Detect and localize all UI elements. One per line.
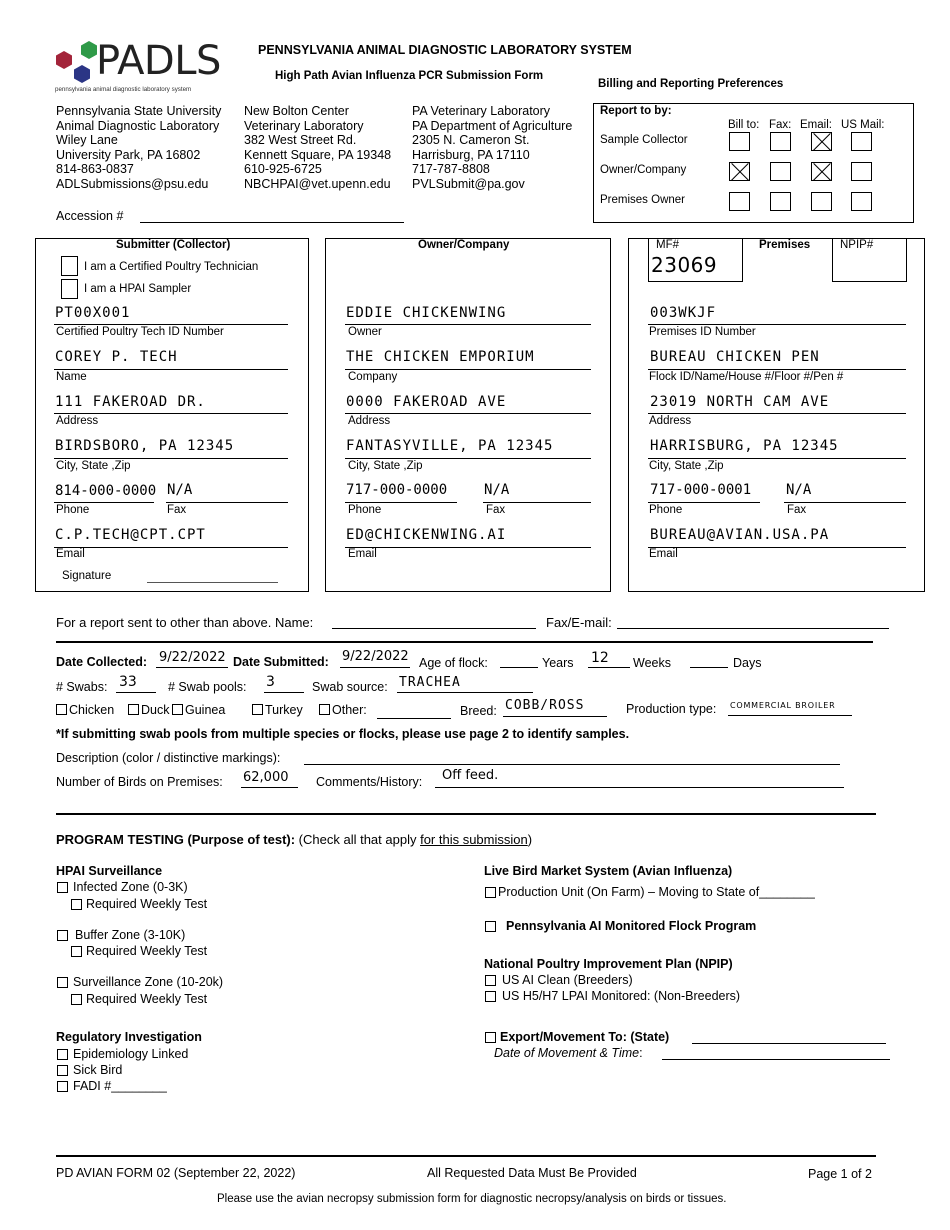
surveillance-zone-label: Surveillance Zone (10-20k) (73, 975, 224, 989)
breed-label: Breed: (460, 704, 497, 718)
billing-col-mail: US Mail: (841, 119, 885, 131)
owner-address-value[interactable]: 0000 FAKEROAD AVE (346, 394, 507, 410)
submitter-address-value[interactable]: 111 FAKEROAD DR. (55, 394, 206, 410)
section-divider (56, 641, 873, 643)
us-h5h7-checkbox[interactable] (485, 991, 496, 1002)
cert-tech-checkbox[interactable] (61, 256, 78, 276)
lab-pa-vet (412, 104, 572, 191)
lab-line: 610-925-6725 (244, 162, 322, 176)
premises-fax-value[interactable]: N/A (786, 482, 812, 498)
species-label: Chicken (69, 703, 115, 717)
hpai-sampler-label: I am a HPAI Sampler (84, 283, 192, 295)
weeks-value[interactable]: 12 (591, 650, 609, 666)
other-report-name-field[interactable] (332, 628, 536, 629)
billing-checkbox-unchecked[interactable] (729, 132, 750, 151)
billing-row-premises: Premises Owner (600, 194, 685, 206)
section-divider (56, 813, 876, 815)
mf-value[interactable]: 23069 (651, 253, 718, 277)
species-checkbox[interactable] (128, 704, 139, 715)
padls-logo (55, 40, 225, 96)
program-testing-heading (56, 832, 532, 847)
submitter-fax-value[interactable]: N/A (167, 482, 193, 498)
billing-checkbox-unchecked[interactable] (851, 192, 872, 211)
signature-field[interactable] (147, 582, 278, 583)
lab-line: 382 West Street Rd. (244, 133, 357, 147)
owner-phone-label: Phone (348, 504, 382, 516)
lab-line: Wiley Lane (56, 133, 118, 147)
program-heading-end: ) (527, 832, 533, 847)
premises-id-value[interactable]: 003WKJF (650, 305, 717, 321)
report-to-label: Report to by: (600, 105, 672, 117)
days-label: Days (733, 656, 762, 670)
movement-date-text: Date of Movement & Time (494, 1046, 640, 1060)
lab-email: PVLSubmit@pa.gov (412, 176, 525, 191)
us-ai-clean-label: US AI Clean (Breeders) (502, 973, 633, 987)
billing-checkbox-unchecked[interactable] (851, 162, 872, 181)
owner-city-value[interactable]: FANTASYVILLE, PA 12345 (346, 438, 554, 454)
lab-psu (56, 104, 221, 191)
form-id: PD AVIAN FORM 02 (September 22, 2022) (56, 1166, 296, 1180)
signature-label: Signature (62, 570, 112, 582)
species-label: Other: (332, 703, 367, 717)
lab-line: Kennett Square, PA 19348 (244, 147, 392, 162)
billing-checkbox-unchecked[interactable] (770, 132, 791, 151)
accession-label: Accession # (56, 209, 124, 223)
production-unit-checkbox[interactable] (485, 887, 496, 898)
regulatory-investigation-title: Regulatory Investigation (56, 1030, 202, 1044)
lab-line: PA Department of Agriculture (412, 118, 573, 133)
species-label: Duck (141, 703, 170, 717)
buffer-zone-label: Buffer Zone (3-10K) (75, 928, 186, 942)
weeks-label: Weeks (633, 656, 671, 670)
lab-email: NBCHPAI@vet.upenn.edu (244, 176, 391, 191)
submitter-city-label: City, State ,Zip (56, 460, 131, 472)
epidemiology-checkbox[interactable] (57, 1049, 68, 1060)
pa-ai-label: Pennsylvania AI Monitored Flock Program (506, 919, 757, 933)
program-heading-underline: for this submission (420, 832, 528, 847)
submitter-name-label: Name (56, 371, 87, 383)
other-report-name-label: For a report sent to other than above. Name: (56, 615, 314, 630)
years-label: Years (542, 656, 574, 670)
billing-row-collector: Sample Collector (600, 134, 688, 146)
premises-email-label: Email (649, 548, 678, 560)
owner-fax-label: Fax (486, 504, 506, 516)
infected-weekly-checkbox[interactable] (71, 899, 82, 910)
surveillance-zone-checkbox[interactable] (57, 977, 68, 988)
premises-email-value[interactable]: BUREAU@AVIAN.USA.PA (650, 527, 830, 543)
species-checkbox[interactable] (252, 704, 263, 715)
export-state-field[interactable] (692, 1043, 886, 1044)
us-h5h7-label: US H5/H7 LPAI Monitored: (Non-Breeders) (502, 989, 741, 1003)
comments-label: Comments/History: (316, 775, 423, 789)
company-label: Company (348, 371, 398, 383)
movement-date-field[interactable] (662, 1059, 890, 1060)
billing-checkbox-checked[interactable] (811, 162, 832, 181)
us-ai-clean-checkbox[interactable] (485, 975, 496, 986)
necropsy-note: Please use the avian necropsy submission form for diagnostic necropsy/analysis on birds or tissues. (217, 1193, 727, 1205)
owner-fax-value[interactable]: N/A (484, 482, 510, 498)
owner-name-label: Owner (348, 326, 382, 338)
age-of-flock-label: Age of flock: (419, 656, 488, 670)
production-type-label: Production type: (626, 702, 717, 716)
lab-line: 2305 N. Cameron St. (412, 133, 530, 147)
fadi-checkbox[interactable] (57, 1081, 68, 1092)
pa-ai-checkbox[interactable] (485, 921, 496, 932)
premises-fax-label: Fax (787, 504, 807, 516)
required-note: All Requested Data Must Be Provided (427, 1166, 637, 1180)
infected-weekly-label: Required Weekly Test (86, 897, 208, 911)
premises-address-value[interactable]: 23019 NORTH CAM AVE (650, 394, 830, 410)
species-checkbox[interactable] (56, 704, 67, 715)
sick-bird-label: Sick Bird (73, 1063, 123, 1077)
hpai-sampler-checkbox[interactable] (61, 279, 78, 299)
billing-col-fax: Fax: (769, 119, 792, 131)
other-report-fax-label: Fax/E-mail: (546, 615, 612, 630)
owner-email-value[interactable]: ED@CHICKENWING.AI (346, 527, 507, 543)
date-submitted-label: Date Submitted: (233, 655, 329, 669)
live-bird-market-title: Live Bird Market System (Avian Influenza) (484, 864, 733, 878)
date-collected-label: Date Collected: (56, 655, 147, 669)
flock-id-value[interactable]: BUREAU CHICKEN PEN (650, 349, 820, 365)
years-field[interactable] (500, 667, 538, 668)
premises-phone-label: Phone (649, 504, 683, 516)
billing-checkbox-unchecked[interactable] (729, 192, 750, 211)
other-species-field[interactable] (377, 718, 451, 719)
billing-checkbox-checked[interactable] (729, 162, 750, 181)
description-label: Description (color / distinctive markings): (56, 751, 281, 765)
breed-value[interactable]: COBB/ROSS (505, 698, 585, 713)
program-heading-rest: (Check all that apply (295, 832, 421, 847)
submitter-phone-value[interactable]: 814-000-0000 (55, 483, 157, 499)
surveillance-weekly-label: Required Weekly Test (86, 992, 208, 1006)
infected-zone-checkbox[interactable] (57, 882, 68, 893)
tech-id-label: Certified Poultry Tech ID Number (56, 326, 224, 338)
other-report-fax-field[interactable] (617, 628, 889, 629)
premises-phone-value[interactable]: 717-000-0001 (650, 482, 752, 498)
billing-title: Billing and Reporting Preferences (598, 78, 784, 90)
submitter-phone-label: Phone (56, 504, 90, 516)
lab-line: Veterinary Laboratory (244, 118, 364, 133)
comments-value[interactable]: Off feed. (442, 768, 499, 783)
hpai-surveillance-title: HPAI Surveillance (56, 864, 163, 878)
lab-email: ADLSubmissions@psu.edu (56, 176, 209, 191)
program-heading-bold: PROGRAM TESTING (Purpose of test): (56, 832, 296, 847)
owner-name-value[interactable]: EDDIE CHICKENWING (346, 305, 507, 321)
date-collected-value[interactable]: 9/22/2022 (159, 650, 226, 665)
buffer-weekly-label: Required Weekly Test (86, 944, 208, 958)
days-field[interactable] (690, 667, 728, 668)
billing-checkbox-checked[interactable] (811, 132, 832, 151)
premises-city-value[interactable]: HARRISBURG, PA 12345 (650, 438, 839, 454)
submitter-email-value[interactable]: C.P.TECH@CPT.CPT (55, 527, 206, 543)
billing-col-bill: Bill to: (728, 119, 760, 131)
billing-checkbox-unchecked[interactable] (811, 192, 832, 211)
buffer-zone-checkbox[interactable] (57, 930, 68, 941)
premises-id-label: Premises ID Number (649, 326, 756, 338)
premises-title: Premises (759, 239, 811, 251)
buffer-weekly-checkbox[interactable] (71, 946, 82, 957)
billing-checkbox-unchecked[interactable] (851, 132, 872, 151)
birds-on-premises-value[interactable]: 62,000 (243, 770, 289, 785)
owner-address-label: Address (348, 415, 391, 427)
swab-pools-value[interactable]: 3 (266, 674, 275, 690)
swab-source-label: Swab source: (312, 680, 388, 694)
lab-line: New Bolton Center (244, 104, 349, 118)
logo-tagline: pennsylvania animal diagnostic laboratory system (55, 86, 192, 93)
owner-title: Owner/Company (418, 239, 510, 251)
billing-checkbox-unchecked[interactable] (770, 192, 791, 211)
lab-line: University Park, PA 16802 (56, 147, 201, 162)
lab-new-bolton (244, 104, 391, 191)
swab-source-value[interactable]: TRACHEA (399, 675, 461, 690)
surveillance-weekly-checkbox[interactable] (71, 994, 82, 1005)
logo-text: PADLS (96, 38, 221, 84)
date-submitted-value[interactable]: 9/22/2022 (342, 649, 409, 664)
swabs-value[interactable]: 33 (119, 674, 137, 690)
infected-zone-label: Infected Zone (0-3K) (73, 880, 188, 894)
premises-address-label: Address (649, 415, 692, 427)
billing-checkbox-unchecked[interactable] (770, 162, 791, 181)
submitter-fax-label: Fax (167, 504, 187, 516)
lab-line: Pennsylvania State University (56, 104, 222, 118)
swab-pools-label: # Swab pools: (168, 680, 247, 694)
species-checkbox[interactable] (172, 704, 183, 715)
species-label: Turkey (265, 703, 303, 717)
form-title: High Path Avian Influenza PCR Submission Form (275, 70, 544, 82)
billing-col-email: Email: (800, 119, 832, 131)
premises-city-label: City, State ,Zip (649, 460, 724, 472)
species-checkbox[interactable] (319, 704, 330, 715)
swabs-label: # Swabs: (56, 680, 108, 694)
species-label: Guinea (185, 703, 226, 717)
export-label: Export/Movement To: (State) (500, 1030, 670, 1044)
submitter-address-label: Address (56, 415, 99, 427)
movement-date-label: Date of Movement & Time: (494, 1046, 643, 1060)
lab-line: 717-787-8808 (412, 162, 490, 176)
sick-bird-checkbox[interactable] (57, 1065, 68, 1076)
accession-field[interactable] (140, 222, 404, 223)
submitter-name-value[interactable]: COREY P. TECH (55, 349, 178, 365)
description-field[interactable] (304, 764, 840, 765)
epidemiology-label: Epidemiology Linked (73, 1047, 189, 1061)
lab-line: Animal Diagnostic Laboratory (56, 118, 220, 133)
owner-email-label: Email (348, 548, 377, 560)
tech-id-value[interactable]: PT00X001 (55, 305, 131, 321)
production-unit-label: Production Unit (On Farm) – Moving to State of________ (498, 885, 815, 899)
mf-label: MF# (656, 239, 679, 251)
owner-phone-value[interactable]: 717-000-0000 (346, 482, 448, 498)
cert-tech-label: I am a Certified Poultry Technician (84, 261, 259, 273)
submitter-city-value[interactable]: BIRDSBORO, PA 12345 (55, 438, 235, 454)
fadi-label: FADI #________ (73, 1079, 167, 1093)
page-number: Page 1 of 2 (808, 1167, 872, 1181)
lab-line: 814-863-0837 (56, 162, 134, 176)
system-name: PENNSYLVANIA ANIMAL DIAGNOSTIC LABORATORY SYSTEM (258, 43, 632, 57)
export-checkbox[interactable] (485, 1032, 496, 1043)
submitter-email-label: Email (56, 548, 85, 560)
multi-species-note: *If submitting swab pools from multiple species or flocks, please use page 2 to identify samples. (56, 727, 630, 741)
footer-divider (56, 1155, 876, 1157)
lab-line: Harrisburg, PA 17110 (412, 147, 530, 162)
billing-row-owner: Owner/Company (600, 164, 687, 176)
flock-id-label: Flock ID/Name/House #/Floor #/Pen # (649, 371, 844, 383)
npip-label: NPIP# (840, 239, 874, 251)
owner-city-label: City, State ,Zip (348, 460, 423, 472)
production-type-value[interactable]: COMMERCIAL BROILER (730, 701, 836, 710)
npip-title: National Poultry Improvement Plan (NPIP) (484, 957, 733, 971)
lab-line: PA Veterinary Laboratory (412, 104, 551, 118)
birds-on-premises-label: Number of Birds on Premises: (56, 775, 223, 789)
company-value[interactable]: THE CHICKEN EMPORIUM (346, 349, 535, 365)
submitter-title: Submitter (Collector) (116, 239, 231, 251)
